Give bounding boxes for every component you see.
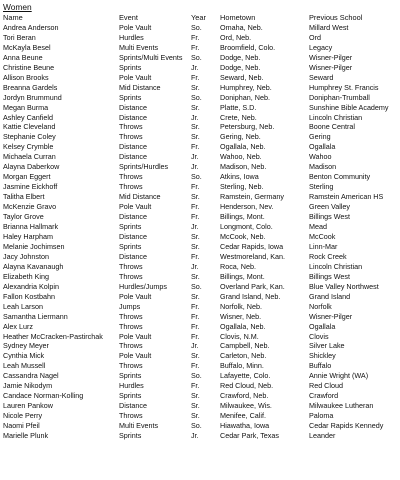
event: Distance <box>119 251 147 261</box>
athlete-name: Jamie Nikodym <box>3 381 53 391</box>
year: Sr. <box>191 241 200 251</box>
athlete-name: Megan Burma <box>3 102 49 112</box>
event: Sprints <box>119 431 142 441</box>
previous-school: Linn-Mar <box>309 241 338 251</box>
athlete-name: Melanie Jochimsen <box>3 241 65 251</box>
event: Pole Vault <box>119 351 152 361</box>
table-row <box>3 122 397 132</box>
event: Sprints <box>119 222 142 232</box>
year: Sr. <box>191 411 200 421</box>
athlete-name: Alayna Kavanaugh <box>3 261 64 271</box>
athlete-name: Brianna Hallmark <box>3 222 59 232</box>
year: So. <box>191 421 202 431</box>
year: Sr. <box>191 271 200 281</box>
roster-body <box>3 23 397 441</box>
table-row <box>3 421 397 431</box>
table-row <box>3 142 397 152</box>
hometown: Milwaukee, Wis. <box>220 401 272 411</box>
table-row <box>3 53 397 63</box>
hometown: Carleton, Neb. <box>220 351 267 361</box>
event: Throws <box>119 271 143 281</box>
athlete-name: Tori Beran <box>3 32 36 42</box>
athlete-name: Candace Norman-Kolling <box>3 391 84 401</box>
table-row <box>3 361 397 371</box>
athlete-name: Fallon Kostbahn <box>3 291 55 301</box>
athlete-name: Leah Larson <box>3 301 43 311</box>
year: So. <box>191 52 202 62</box>
hometown: Roca, Neb. <box>220 261 256 271</box>
year: Fr. <box>191 301 200 311</box>
event: Multi Events <box>119 421 159 431</box>
event: Distance <box>119 231 147 241</box>
previous-school: Madison <box>309 162 337 172</box>
table-row <box>3 152 397 162</box>
event: Throws <box>119 122 143 132</box>
previous-school: Ogallala <box>309 321 336 331</box>
roster-table <box>3 13 397 441</box>
hometown: Ogallala, Neb. <box>220 142 266 152</box>
table-row <box>3 162 397 172</box>
year: Jr. <box>191 152 199 162</box>
previous-school: Millard West <box>309 22 349 32</box>
header-row <box>3 13 397 23</box>
hometown: Gering, Neb. <box>220 132 261 142</box>
year: Sr. <box>191 82 200 92</box>
hometown: Grand Island, Neb. <box>220 291 281 301</box>
event: Distance <box>119 401 147 411</box>
event: Distance <box>119 152 147 162</box>
previous-school: Annie Wright (WA) <box>309 371 369 381</box>
hometown: Atkins, Iowa <box>220 172 259 182</box>
hometown: Westmoreland, Kan. <box>220 251 285 261</box>
athlete-name: Samantha Liermann <box>3 311 68 321</box>
previous-school: Buffalo <box>309 361 332 371</box>
table-row <box>3 431 397 441</box>
year: Sr. <box>191 401 200 411</box>
hometown: Broomfield, Colo. <box>220 42 276 52</box>
previous-school: Ramstein American HS <box>309 192 384 202</box>
hometown: Madison, Neb. <box>220 162 267 172</box>
athlete-name: Alayna Daberkow <box>3 162 60 172</box>
hometown: Overland Park, Kan. <box>220 281 285 291</box>
previous-school: Sterling <box>309 182 334 192</box>
event: Pole Vault <box>119 22 152 32</box>
event: Throws <box>119 182 143 192</box>
table-row <box>3 83 397 93</box>
year: Jr. <box>191 261 199 271</box>
previous-school: Wisner-Pilger <box>309 62 353 72</box>
table-row <box>3 93 397 103</box>
event: Sprints <box>119 241 142 251</box>
previous-school: Gering <box>309 132 331 142</box>
table-row <box>3 73 397 83</box>
athlete-name: Ashley Canfield <box>3 112 53 122</box>
hometown: Doniphan, Neb. <box>220 92 270 102</box>
column-header-hometown: Hometown <box>220 13 256 22</box>
event: Throws <box>119 311 143 321</box>
table-row <box>3 242 397 252</box>
year: Jr. <box>191 162 199 172</box>
year: Fr. <box>191 381 200 391</box>
previous-school: Clovis <box>309 331 329 341</box>
hometown: Billings, Mont. <box>220 212 265 222</box>
hometown: Cedar Park, Texas <box>220 431 279 441</box>
previous-school: Billings West <box>309 212 351 222</box>
table-row <box>3 232 397 242</box>
previous-school: Ord <box>309 32 321 42</box>
table-row <box>3 113 397 123</box>
event: Jumps <box>119 301 141 311</box>
hometown: Henderson, Nev. <box>220 202 274 212</box>
hometown: Campbell, Neb. <box>220 341 270 351</box>
year: Sr. <box>191 391 200 401</box>
hometown: McCook, Neb. <box>220 231 266 241</box>
hometown: Sterling, Neb. <box>220 182 264 192</box>
event: Sprints/Multi Events <box>119 52 183 62</box>
previous-school: Lincoln Christian <box>309 112 363 122</box>
table-row <box>3 351 397 361</box>
table-row <box>3 103 397 113</box>
hometown: Dodge, Neb. <box>220 52 261 62</box>
hometown: Dodge, Neb. <box>220 62 261 72</box>
athlete-name: Allison Brooks <box>3 72 49 82</box>
hometown: Buffalo, Minn. <box>220 361 264 371</box>
athlete-name: Kelsey Crymble <box>3 142 54 152</box>
event: Throws <box>119 361 143 371</box>
table-row <box>3 282 397 292</box>
athlete-name: Alexandria Kolpin <box>3 281 59 291</box>
section-title: Women <box>3 2 32 12</box>
event: Pole Vault <box>119 331 152 341</box>
year: Jr. <box>191 222 199 232</box>
table-row <box>3 63 397 73</box>
table-row <box>3 332 397 342</box>
event: Pole Vault <box>119 291 152 301</box>
event: Sprints <box>119 391 142 401</box>
athlete-name: McKenzie Gravo <box>3 202 57 212</box>
athlete-name: Nicole Perry <box>3 411 43 421</box>
year: Sr. <box>191 122 200 132</box>
athlete-name: McKayla Besel <box>3 42 51 52</box>
table-row <box>3 33 397 43</box>
hometown: Hiawatha, Iowa <box>220 421 270 431</box>
athlete-name: Kattie Cleveland <box>3 122 56 132</box>
event: Pole Vault <box>119 72 152 82</box>
hometown: Humphrey, Neb. <box>220 82 272 92</box>
table-row <box>3 341 397 351</box>
previous-school: Paloma <box>309 411 334 421</box>
column-header-year: Year <box>191 13 206 22</box>
year: Sr. <box>191 231 200 241</box>
athlete-name: Christine Beune <box>3 62 55 72</box>
previous-school: Benton Community <box>309 172 371 182</box>
athlete-name: Andrea Anderson <box>3 22 59 32</box>
table-row <box>3 132 397 142</box>
year: Jr. <box>191 112 199 122</box>
event: Sprints <box>119 371 142 381</box>
event: Hurdles/Jumps <box>119 281 167 291</box>
athlete-name: Jordyn Brummund <box>3 92 62 102</box>
table-row <box>3 302 397 312</box>
table-row <box>3 172 397 182</box>
athlete-name: Sydney Meyer <box>3 341 49 351</box>
year: Fr. <box>191 182 200 192</box>
year: Fr. <box>191 331 200 341</box>
table-row <box>3 43 397 53</box>
hometown: Red Cloud, Neb. <box>220 381 274 391</box>
previous-school: Cedar Rapids Kennedy <box>309 421 384 431</box>
year: Fr. <box>191 142 200 152</box>
table-row <box>3 371 397 381</box>
event: Distance <box>119 212 147 222</box>
table-row <box>3 23 397 33</box>
year: Sr. <box>191 192 200 202</box>
previous-school: Milwaukee Lutheran <box>309 401 374 411</box>
athlete-name: Talitha Elbert <box>3 192 45 202</box>
athlete-name: Cassandra Nagel <box>3 371 59 381</box>
athlete-name: Cynthia Mick <box>3 351 45 361</box>
hometown: Petersburg, Neb. <box>220 122 275 132</box>
year: Fr. <box>191 72 200 82</box>
hometown: Ogallala, Neb. <box>220 321 266 331</box>
previous-school: Wisner-Pilger <box>309 52 353 62</box>
table-row <box>3 262 397 272</box>
athlete-name: Haley Harpham <box>3 231 53 241</box>
previous-school: Silver Lake <box>309 341 345 351</box>
previous-school: Lincoln Christian <box>309 261 363 271</box>
athlete-name: Breanna Gardels <box>3 82 58 92</box>
hometown: Cedar Rapids, Iowa <box>220 241 284 251</box>
hometown: Norfolk, Neb. <box>220 301 262 311</box>
athlete-name: Jasmine Eickhoff <box>3 182 58 192</box>
year: Jr. <box>191 431 199 441</box>
year: So. <box>191 92 202 102</box>
year: Fr. <box>191 321 200 331</box>
previous-school: Sunshine Bible Academy <box>309 102 389 112</box>
previous-school: Ogallala <box>309 142 336 152</box>
event: Throws <box>119 341 143 351</box>
previous-school: Norfolk <box>309 301 332 311</box>
table-row <box>3 292 397 302</box>
event: Distance <box>119 102 147 112</box>
year: Sr. <box>191 351 200 361</box>
previous-school: Doniphan-Trumball <box>309 92 370 102</box>
previous-school: Crawford <box>309 391 339 401</box>
year: Fr. <box>191 202 200 212</box>
hometown: Ramstein, Germany <box>220 192 284 202</box>
previous-school: Mead <box>309 222 327 232</box>
year: Jr. <box>191 62 199 72</box>
previous-school: Boone Central <box>309 122 355 132</box>
event: Hurdles <box>119 381 144 391</box>
hometown: Wahoo, Neb. <box>220 152 262 162</box>
table-row <box>3 272 397 282</box>
previous-school: Humphrey St. Francis <box>309 82 379 92</box>
column-header-name: Name <box>3 13 23 22</box>
year: Fr. <box>191 251 200 261</box>
column-header-event: Event <box>119 13 138 22</box>
event: Throws <box>119 132 143 142</box>
hometown: Crawford, Neb. <box>220 391 269 401</box>
event: Sprints/Hurdles <box>119 162 169 172</box>
previous-school: Wahoo <box>309 152 332 162</box>
hometown: Wisner, Neb. <box>220 311 262 321</box>
hometown: Platte, S.D. <box>220 102 257 112</box>
table-row <box>3 381 397 391</box>
hometown: Billings, Mont. <box>220 271 265 281</box>
previous-school: Billings West <box>309 271 351 281</box>
year: So. <box>191 281 202 291</box>
year: Sr. <box>191 291 200 301</box>
athlete-name: Alex Lurz <box>3 321 33 331</box>
athlete-name: Stephanie Coley <box>3 132 56 142</box>
year: Fr. <box>191 42 200 52</box>
year: So. <box>191 371 202 381</box>
hometown: Clovis, N.M. <box>220 331 259 341</box>
athlete-name: Morgan Eggert <box>3 172 51 182</box>
table-row <box>3 202 397 212</box>
year: Sr. <box>191 102 200 112</box>
table-row <box>3 322 397 332</box>
event: Throws <box>119 261 143 271</box>
previous-school: McCook <box>309 231 336 241</box>
hometown: Seward, Neb. <box>220 72 264 82</box>
previous-school: Rock Creek <box>309 251 347 261</box>
athlete-name: Lauren Pankow <box>3 401 53 411</box>
event: Hurdles <box>119 32 144 42</box>
event: Sprints <box>119 92 142 102</box>
event: Sprints <box>119 62 142 72</box>
table-row <box>3 401 397 411</box>
athlete-name: Heather McCracken-Pastirchak <box>3 331 103 341</box>
year: Fr. <box>191 212 200 222</box>
table-row <box>3 222 397 232</box>
previous-school: Green Valley <box>309 202 351 212</box>
hometown: Ord, Neb. <box>220 32 252 42</box>
column-header-previous-school: Previous School <box>309 13 363 22</box>
table-row <box>3 391 397 401</box>
previous-school: Blue Valley Northwest <box>309 281 379 291</box>
table-row <box>3 252 397 262</box>
athlete-name: Michaela Curran <box>3 152 56 162</box>
year: Jr. <box>191 341 199 351</box>
event: Distance <box>119 112 147 122</box>
hometown: Crete, Neb. <box>220 112 257 122</box>
previous-school: Red Cloud <box>309 381 343 391</box>
year: So. <box>191 172 202 182</box>
event: Throws <box>119 172 143 182</box>
hometown: Longmont, Colo. <box>220 222 273 232</box>
event: Throws <box>119 411 143 421</box>
previous-school: Leander <box>309 431 336 441</box>
athlete-name: Taylor Grove <box>3 212 44 222</box>
year: Fr. <box>191 311 200 321</box>
table-row <box>3 312 397 322</box>
previous-school: Legacy <box>309 42 333 52</box>
previous-school: Grand Island <box>309 291 351 301</box>
event: Pole Vault <box>119 202 152 212</box>
athlete-name: Elizabeth King <box>3 271 49 281</box>
table-row <box>3 192 397 202</box>
hometown: Lafayette, Colo. <box>220 371 271 381</box>
athlete-name: Marielle Plunk <box>3 431 49 441</box>
athlete-name: Leah Mussell <box>3 361 46 371</box>
event: Throws <box>119 321 143 331</box>
event: Mid Distance <box>119 82 161 92</box>
hometown: Menifee, Calif. <box>220 411 266 421</box>
year: Sr. <box>191 132 200 142</box>
year: Fr. <box>191 32 200 42</box>
hometown: Omaha, Neb. <box>220 22 263 32</box>
previous-school: Seward <box>309 72 334 82</box>
year: So. <box>191 22 202 32</box>
table-row <box>3 411 397 421</box>
event: Distance <box>119 142 147 152</box>
table-row <box>3 182 397 192</box>
event: Multi Events <box>119 42 159 52</box>
year: Fr. <box>191 361 200 371</box>
athlete-name: Jacy Johnston <box>3 251 49 261</box>
previous-school: Shickley <box>309 351 336 361</box>
previous-school: Wisner-Pilger <box>309 311 353 321</box>
event: Mid Distance <box>119 192 161 202</box>
table-row <box>3 212 397 222</box>
athlete-name: Naomi Pfeil <box>3 421 40 431</box>
athlete-name: Anna Beune <box>3 52 43 62</box>
